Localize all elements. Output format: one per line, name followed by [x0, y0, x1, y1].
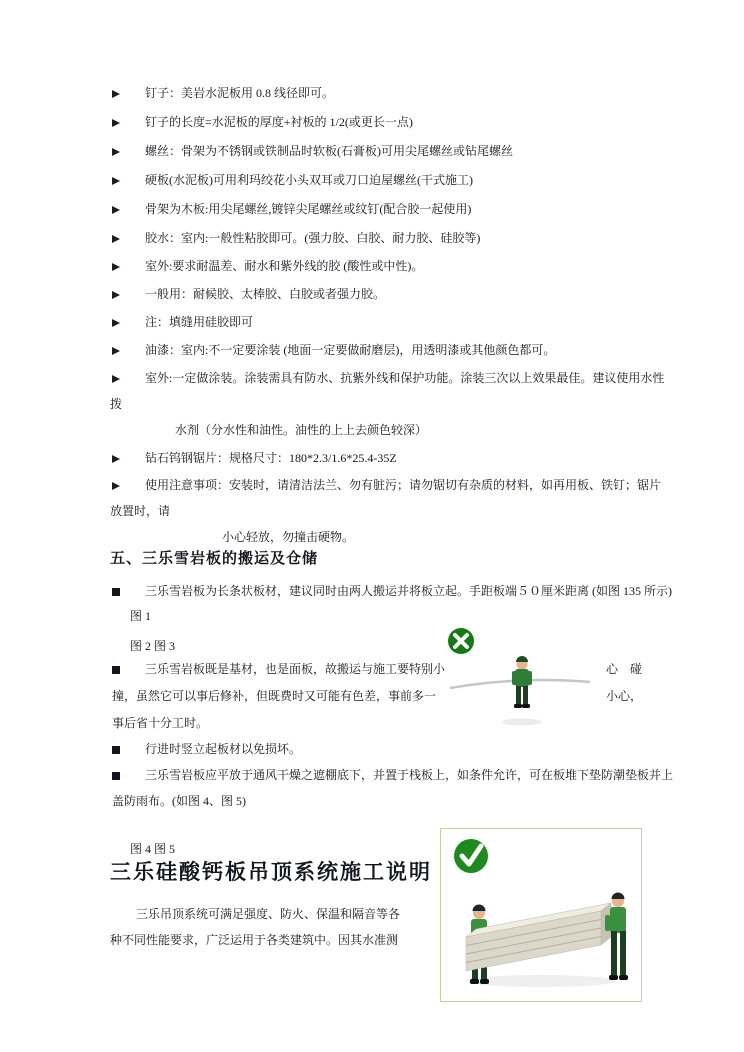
wrap-continuation: 拨: [110, 397, 123, 411]
bullet-text: 硬板(水泥板)可用利玛绞花小头双耳或刀口迫屋螺丝(干式施工): [145, 173, 473, 187]
arrow-bullet-icon: [112, 90, 120, 98]
figure-caption: 图 1: [130, 609, 152, 623]
bullet-text: 使用注意事项：安装时，请清洁法兰、勿有脏污；请勿锯切有杂质的材料，如再用板、铁钉；锯片: [145, 478, 662, 492]
wrap-continuation: 放置时，请: [110, 504, 171, 518]
arrow-bullet-icon: [112, 455, 120, 463]
bullet-text: 钉子：美岩水泥板用 0.8 线径即可。: [145, 86, 335, 100]
paragraph-line: 三乐吊顶系统可满足强度、防火、保温和隔音等各: [136, 907, 401, 921]
list-item-text: 三乐雪岩板应平放于通风干燥之遮棚底下，并置于栈板上，如条件允许，可在板堆下垫防潮垫板并上: [145, 768, 674, 782]
list-item: [112, 661, 445, 677]
arrow-bullet-icon: [112, 347, 120, 355]
bullet-text: 室外:一定做涂装。涂装需具有防水、抗紫外线和保护功能。涂装三次以上效果最佳。建议使用水性: [145, 371, 665, 385]
square-bullet-icon: [112, 746, 120, 754]
bullet-item: [112, 286, 385, 302]
list-item: [112, 583, 672, 599]
wrap-continuation: 事后省十分工时。: [112, 716, 209, 730]
bullet-item: [112, 201, 471, 217]
square-bullet-icon: [112, 772, 120, 780]
list-item-text: 三乐雪岩板既是基材，也是面板，故搬运与施工要特别小: [145, 662, 446, 676]
arrow-bullet-icon: [112, 119, 120, 127]
figure-worker-carrying-board: [444, 626, 596, 729]
bullet-text: 骨架为木板:用尖尾螺丝,镀锌尖尾螺丝或纹钉(配合胶一起使用): [145, 202, 472, 216]
arrow-bullet-icon: [112, 177, 120, 185]
bullet-text: 钻石钨钢锯片：规格尺寸：180*2.3/1.6*25.4-35Z: [145, 451, 397, 465]
arrow-bullet-icon: [112, 235, 120, 243]
bullet-text: 注：填缝用硅胶即可: [145, 315, 254, 329]
bullet-item: [112, 114, 413, 130]
bullet-item: [112, 172, 473, 188]
bullet-item: [112, 370, 664, 386]
square-bullet-icon: [112, 588, 120, 596]
bullet-text: 油漆：室内:不一定要涂装 (地面一定要做耐磨层)，用透明漆或其他颜色都可。: [145, 343, 556, 357]
wrapped-text-fragment: 心 碰: [606, 662, 643, 676]
bullet-text: 一般用：耐候胶、太棒胶、白胶或者强力胶。: [145, 287, 386, 301]
section-heading: 五、三乐雪岩板的搬运及仓储: [110, 551, 319, 567]
figure1-image: [444, 626, 596, 729]
wrap-continuation: 小心轻放，勿撞击硬物。: [222, 530, 355, 544]
wrapped-text-fragment: 小心，: [606, 689, 643, 703]
figure-two-workers-carrying-stack: [440, 828, 642, 1002]
wrap-continuation: 水剂（分水性和油性。油性的上上去颜色较深）: [175, 423, 428, 437]
list-item-text: 行进时竖立起板材以免损坏。: [145, 742, 302, 756]
arrow-bullet-icon: [112, 319, 120, 327]
list-item: [112, 741, 301, 757]
wrap-continuation: 盖防雨布。(如图 4、图 5): [112, 794, 246, 808]
bullet-text: 胶水：室内:一般性粘胶即可。(强力胶、白胶、耐力胶、硅胶等): [145, 231, 481, 245]
arrow-bullet-icon: [112, 482, 120, 490]
arrow-bullet-icon: [112, 375, 120, 383]
arrow-bullet-icon: [112, 263, 120, 271]
paragraph-line: 种不同性能要求，广泛运用于各类建筑中。因其水准测: [110, 933, 399, 947]
bullet-text: 室外:要求耐温差、耐水和紫外线的胶 (酸性或中性)。: [145, 259, 424, 273]
bullet-item: [112, 342, 555, 358]
prohibited-x-circle-icon: [448, 628, 474, 654]
check-circle-icon: [454, 839, 488, 873]
bullet-item: [112, 230, 480, 246]
bullet-item: [112, 314, 253, 330]
arrow-bullet-icon: [112, 148, 120, 156]
list-item: [112, 767, 673, 783]
square-bullet-icon: [112, 666, 120, 674]
bullet-text: 钉子的长度=水泥板的厚度+衬板的 1/2(或更长一点): [145, 115, 413, 129]
page-title: 三乐硅酸钙板吊顶系统施工说明: [110, 860, 432, 884]
arrow-bullet-icon: [112, 206, 120, 214]
bullet-item: [112, 143, 513, 159]
figure-caption: 图 4 图 5: [130, 842, 176, 856]
list-item-text: 三乐雪岩板为长条状板材，建议同时由两人搬运并将板立起。手距板端５０厘米距离 (如图 135 所示): [145, 584, 672, 598]
bullet-text: 螺丝：骨架为不锈钢或铁制品时软板(石膏板)可用尖尾螺丝或钻尾螺丝: [145, 144, 513, 158]
figure-caption: 图 2 图 3: [130, 639, 176, 653]
bullet-item: [112, 477, 661, 493]
wrap-continuation: 撞，虽然它可以事后修补，但既费时又可能有色差，事前多一: [112, 689, 437, 703]
figure2-image: [441, 829, 641, 1001]
arrow-bullet-icon: [112, 291, 120, 299]
bullet-item: [112, 450, 397, 466]
bullet-item: [112, 85, 334, 101]
bullet-item: [112, 258, 423, 274]
